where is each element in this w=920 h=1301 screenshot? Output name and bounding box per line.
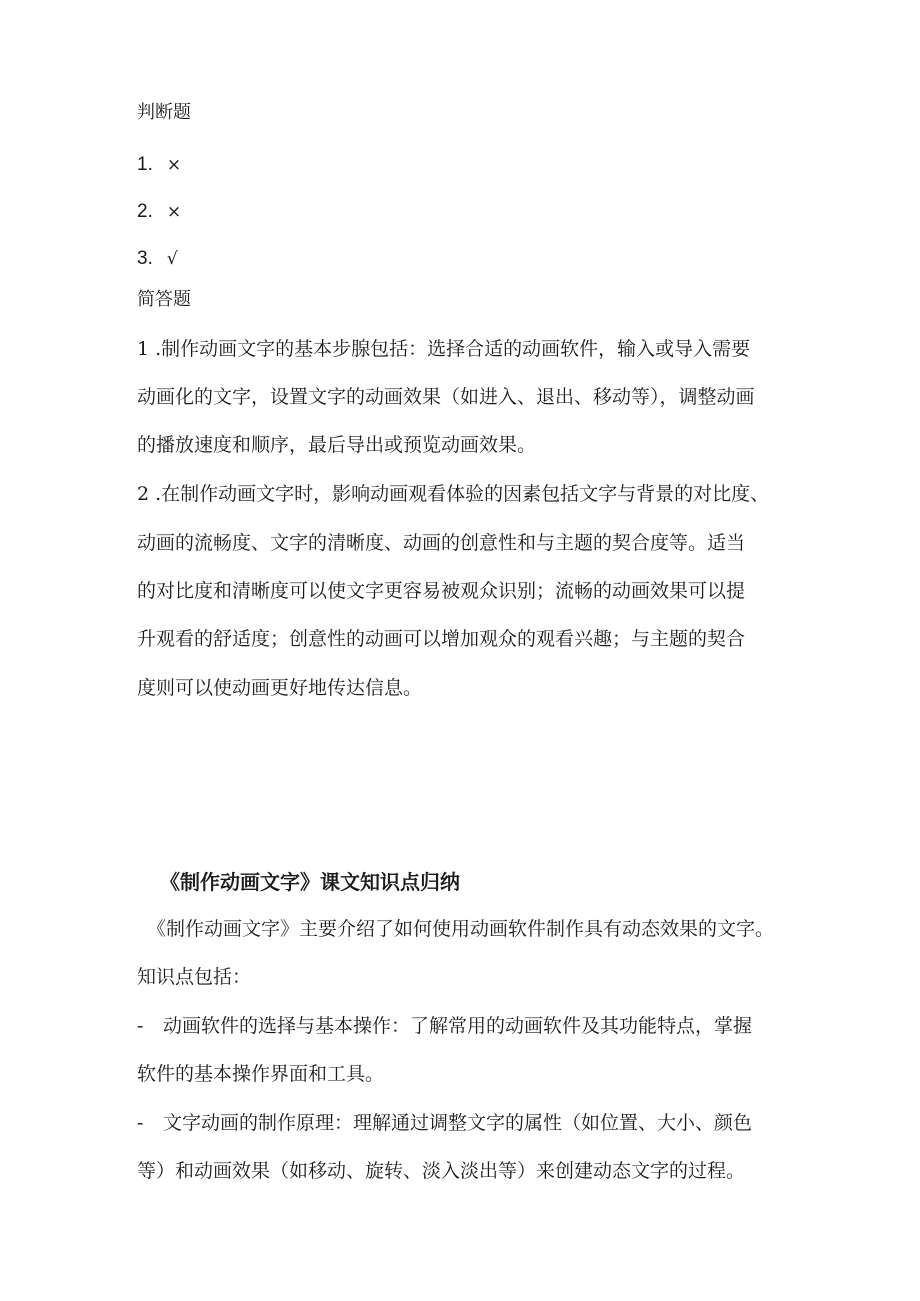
judgment-item-3 bbox=[137, 246, 178, 271]
bullet1-line-1 bbox=[137, 1014, 752, 1038]
answer1-line-2: 动画化的文字，设置文字的动画效果（如进入、退出、移动等），调整动画 bbox=[137, 386, 755, 408]
summary-intro-text: 《制作动画文字》主要介绍了如何使用动画软件制作具有动态效果的文字。 bbox=[147, 918, 775, 940]
bullet2-line-1 bbox=[137, 1111, 752, 1135]
summary-title: 《制作动画文字》课文知识点归纳 bbox=[160, 870, 460, 894]
summary-intro-line-1 bbox=[137, 917, 774, 941]
bullet1-text: 动画软件的选择与基本操作：了解常用的动画软件及其功能特点，掌握 bbox=[163, 1015, 753, 1037]
judgment-item-2 bbox=[137, 199, 181, 224]
wrong-mark: × bbox=[166, 155, 182, 175]
judgment-item-number: 2. bbox=[137, 201, 153, 222]
answer2-line-1: 2 .在制作动画文字时，影响动画观看体验的因素包括文字与背景的对比度、 bbox=[137, 483, 770, 505]
answer1-line-3: 的播放速度和顺序，最后导出或预览动画效果。 bbox=[137, 434, 537, 456]
summary-intro-line-2: 知识点包括： bbox=[137, 966, 252, 988]
judgment-item-number: 1. bbox=[137, 154, 153, 175]
short-answer-heading: 简答题 bbox=[137, 289, 191, 310]
judgment-item-1 bbox=[137, 152, 181, 177]
check-mark: √ bbox=[166, 249, 178, 269]
answer2-line-5: 度则可以使动画更好地传达信息。 bbox=[137, 677, 423, 699]
bullet-dash: - bbox=[137, 1015, 144, 1037]
answer2-line-4: 升观看的舒适度；创意性的动画可以增加观众的观看兴趣；与主题的契合 bbox=[137, 628, 746, 650]
bullet2-line-2: 等）和动画效果（如移动、旋转、淡入淡出等）来创建动态文字的过程。 bbox=[137, 1160, 746, 1182]
bullet2-text: 文字动画的制作原理：理解通过调整文字的属性（如位置、大小、颜色 bbox=[163, 1112, 753, 1134]
judgment-item-number: 3. bbox=[137, 248, 153, 269]
answer2-line-2: 动画的流畅度、文字的清晰度、动画的创意性和与主题的契合度等。适当 bbox=[137, 532, 746, 554]
judgment-heading: 判断题 bbox=[137, 102, 191, 123]
answer1-line-1: 1 .制作动画文字的基本步腺包括：选择合适的动画软件，输入或导入需要 bbox=[137, 338, 751, 360]
bullet-dash: - bbox=[137, 1112, 144, 1134]
bullet1-line-2: 软件的基本操作界面和工具。 bbox=[137, 1063, 385, 1085]
wrong-mark: × bbox=[166, 202, 182, 222]
answer2-line-3: 的对比度和清晰度可以使文字更容易被观众识别；流畅的动画效果可以提 bbox=[137, 580, 746, 602]
